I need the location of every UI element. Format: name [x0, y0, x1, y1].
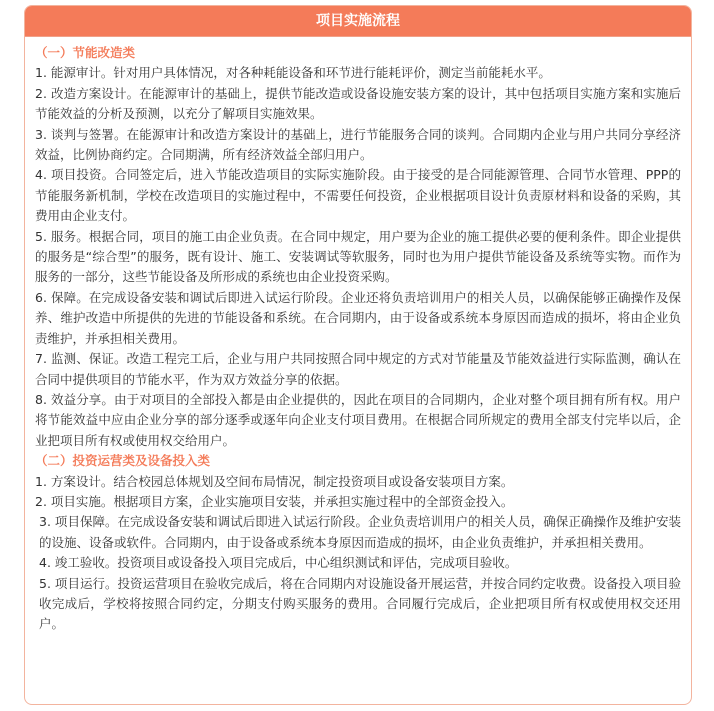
- list-item: 4. 竣工验收。投资项目或设备投入项目完成后，中心组织测试和评估，完成项目验收。: [39, 555, 518, 571]
- list-item: 3. 项目保障。在完成设备安装和调试后即进入试运行阶段。企业负责培训用户的相关人员，确保正确操作及维护安装的设施、设备或软件。合同期内，由于设备或系统本身原因而造成的损坏，由企业负责维护，并承担相关费用。: [39, 514, 681, 550]
- list-item: 3. 谈判与签署。在能源审计和改造方案设计的基础上，进行节能服务合同的谈判。合同期内企业与用户共同分享经济效益，比例协商约定。合同期满，所有经济效益全部归用户。: [35, 126, 681, 163]
- list-item: 4. 项目投资。合同签定后，进入节能改造项目的实际实施阶段。由于接受的是合同能源管理、合同节水管理、PPP的节能服务新机制，学校在改造项目的实施过程中，不需要任何投资，企业根据项目设计负责原材料和设备的采购，其费用由企业支付。: [35, 167, 681, 224]
- list-item: 6. 保障。在完成设备安装和调试后即进入试运行阶段。企业还将负责培训用户的相关人员，以确保能够正确操作及保养、维护改造中所提供的先进的节能设备和系统。在合同期内，由于设备或系统本身原因而造成的损坏，将由企业负责维护，并承担相关费用。: [35, 289, 681, 346]
- list-item: 2. 项目实施。根据项目方案，企业实施项目安装，并承担实施过程中的全部资金投入。: [35, 493, 514, 509]
- list-item: 5. 服务。根据合同，项目的施工由企业负责。在合同中规定，用户要为企业的施工提供必要的便利条件。即企业提供的服务是“综合型”的服务，既有设计、施工、安装调试等软服务，同时也为用户提供节能设备及系统等实物。而作为服务的一部分，这些节能设备及所形成的系统也由企业投资采购。: [35, 228, 681, 285]
- card-title: 项目实施流程: [25, 6, 691, 37]
- process-card: [24, 5, 692, 705]
- list-item: 8. 效益分享。由于对项目的全部投入都是由企业提供的，因此在项目的合同期内，企业对整个项目拥有所有权。用户将节能效益中应由企业分享的部分逐季或逐年向企业支付项目费用。在根据合同所规定的费用全部支付完毕以后，企业把项目所有权或使用权交给用户。: [35, 391, 681, 448]
- list-item: 2. 改造方案设计。在能源审计的基础上，提供节能改造或设备设施安装方案的设计，其中包括项目实施方案和实施后节能效益的分析及预测，以充分了解项目实施效果。: [35, 85, 681, 122]
- list-item: 5. 项目运行。投资运营项目在验收完成后，将在合同期内对设施设备开展运营，并按合同约定收费。设备投入项目验收完成后，学校将按照合同约定，分期支付购买服务的费用。合同履行完成后，企业把项目所有权或使用权交还用户。: [39, 575, 681, 632]
- list-item: 1. 方案设计。结合校园总体规划及空间布局情况，制定投资项目或设备安装项目方案。: [35, 473, 514, 489]
- card-body: [25, 37, 691, 635]
- list-item: 1. 能源审计。针对用户具体情况，对各种耗能设备和环节进行能耗评价，测定当前能耗水平。: [35, 65, 551, 81]
- section-heading-energy-retrofit: （一）节能改造类: [35, 45, 136, 60]
- section-heading-investment-operation: （二）投资运营类及设备投入类: [35, 453, 211, 469]
- list-item: 7. 监测、保证。改造工程完工后，企业与用户共同按照合同中规定的方式对节能量及节能效益进行实际监测，确认在合同中提供项目的节能水平，作为双方效益分享的依据。: [35, 351, 681, 387]
